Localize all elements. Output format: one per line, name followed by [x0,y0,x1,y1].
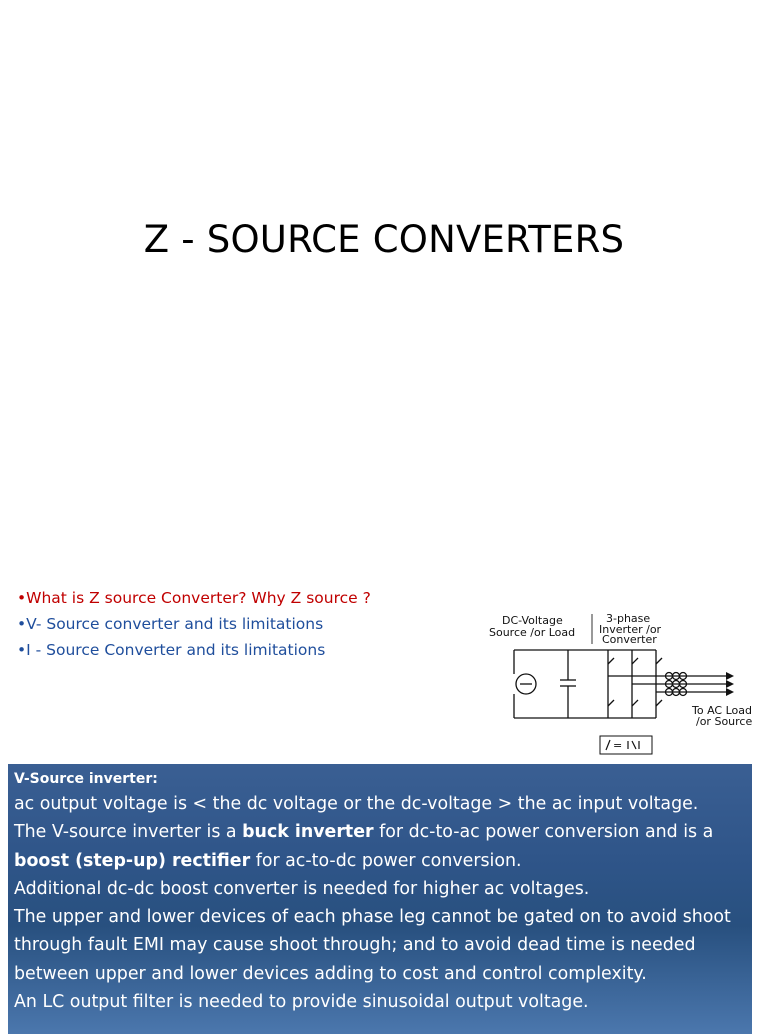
vsi-description-panel [8,764,752,1034]
panel-line: The upper and lower devices of each phase leg cannot be gated on to avoid shoot through fault EMI may cause shoot through; and to avoid dead time is needed between upper and lower devices adding to cost and control complexity. [14,907,731,984]
panel-line [14,818,746,875]
panel-text: The V-source inverter is a [14,822,243,843]
bullet-item: •V- Source converter and its limitations [17,615,324,633]
circuit-svg [486,608,768,764]
panel-bold-text: boost (step-up) rectifier [14,850,251,871]
panel-line: Additional dc-dc boost converter is needed for higher ac voltages. [14,878,590,899]
bullet-list [17,585,371,663]
slide-title: Z - SOURCE CONVERTERS [143,218,625,261]
bullet-item: •I - Source Converter and its limitations [17,641,326,659]
label-converter: Converter [602,633,657,646]
panel-line: ac output voltage is < the dc voltage or the dc-voltage > the ac input voltage. [14,794,699,814]
label-to-ac-load: To AC Load [692,704,752,717]
label-source-or-load: Source /or Load [489,626,576,639]
panel-text: for dc-to-ac power conversion and is a [373,822,714,843]
label-dc-voltage: DC-Voltage [502,614,563,627]
panel-line: An LC output filter is needed to provide sinusoidal output voltage. [14,992,589,1013]
vsi-circuit-diagram [486,608,768,764]
panel-heading: V-Source inverter: [14,771,158,787]
panel-text: for ac-to-dc power conversion. [250,850,522,871]
output-arrows [726,672,734,696]
panel-bold-text: buck inverter [242,822,374,843]
bullet-item: •What is Z source Converter? Why Z source ? [17,589,371,607]
label-3-phase: 3-phase [606,612,651,625]
label-inverter-or: Inverter /or [599,623,662,636]
label-or-source: /or Source [696,715,753,728]
switch-legend-eq: = [613,739,623,752]
